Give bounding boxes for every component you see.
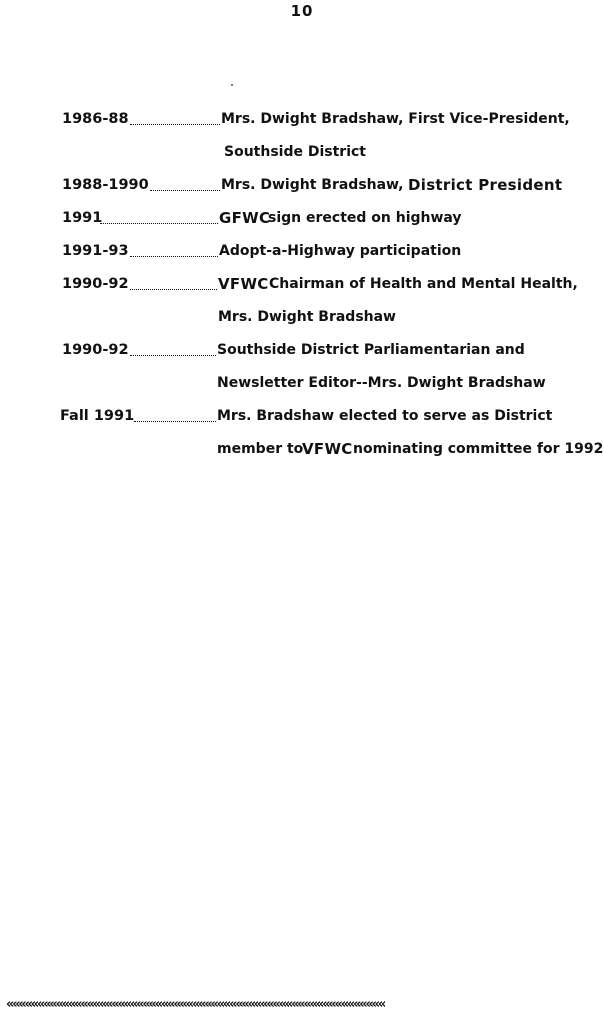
page-number: 10 <box>290 2 314 20</box>
entry-text: nominating committee for 1992 <box>353 441 604 457</box>
entry-date: Fall 1991 <box>60 408 135 424</box>
dot-leader <box>130 124 220 125</box>
chronology-entry <box>0 341 604 374</box>
chronology-entry <box>0 176 604 209</box>
entry-text: Mrs. Bradshaw elected to serve as District <box>217 408 553 424</box>
footer-chevron-rule: ««««««««««««««««««««««««««««««««««««««««««««««««««««««««««««« <box>6 997 385 1012</box>
chronology-entry <box>0 242 604 275</box>
entry-text: Mrs. Dwight Bradshaw <box>218 309 396 325</box>
entry-date: 1990-92 <box>62 276 129 292</box>
chronology-list <box>0 110 604 473</box>
entry-text: Adopt-a-Highway participation <box>219 243 462 259</box>
dot-leader <box>100 223 218 224</box>
entry-text: member to <box>217 441 304 457</box>
entry-date: 1988-1990 <box>62 177 149 193</box>
entry-text: sign erected on highway <box>268 210 462 226</box>
entry-date: 1986-88 <box>62 111 129 127</box>
entry-date: 1991-93 <box>62 243 129 259</box>
chronology-entry <box>0 110 604 143</box>
entry-text: Southside District Parliamentarian and <box>217 342 525 358</box>
entry-date: 1990-92 <box>62 342 129 358</box>
chronology-entry-continuation <box>0 308 604 341</box>
dot-leader <box>130 289 217 290</box>
gfwc-acronym: GFWC <box>219 209 271 227</box>
entry-date: 1991 <box>62 210 103 226</box>
scan-speck <box>231 84 233 86</box>
vfwc-acronym: VFWC <box>302 440 353 458</box>
chronology-entry <box>0 275 604 308</box>
vfwc-acronym: VFWC <box>218 275 269 293</box>
district-president-title: District President <box>408 176 563 194</box>
dot-leader <box>130 355 216 356</box>
dot-leader <box>150 190 220 191</box>
entry-text: Mrs. Dwight Bradshaw, <box>221 177 404 193</box>
chronology-entry-continuation <box>0 440 604 473</box>
chronology-entry-continuation <box>0 143 604 176</box>
entry-text: Mrs. Dwight Bradshaw, First Vice-President, <box>221 111 570 127</box>
entry-text: Newsletter Editor--Mrs. Dwight Bradshaw <box>217 375 546 391</box>
chronology-entry-continuation <box>0 374 604 407</box>
entry-text: Southside District <box>224 144 366 160</box>
chronology-entry <box>0 407 604 440</box>
dot-leader <box>134 421 216 422</box>
dot-leader <box>130 256 218 257</box>
chronology-entry <box>0 209 604 242</box>
entry-text: Chairman of Health and Mental Health, <box>269 276 578 292</box>
